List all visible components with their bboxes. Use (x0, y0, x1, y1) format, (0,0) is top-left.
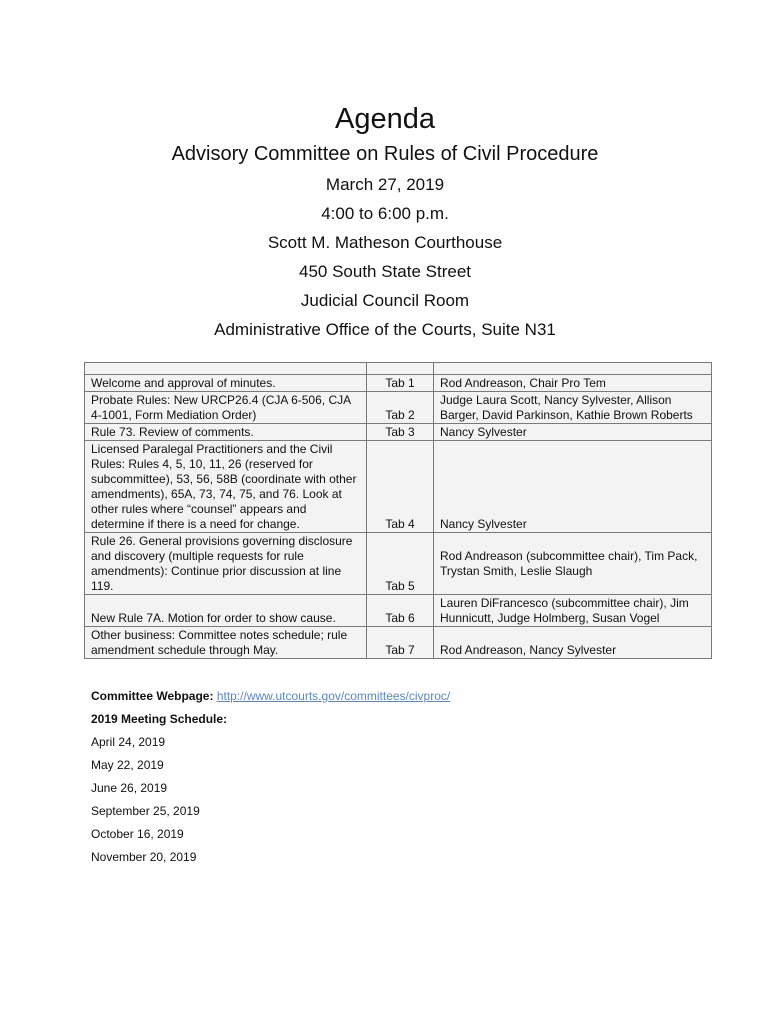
agenda-tab: Tab 5 (367, 533, 434, 595)
schedule-heading: 2019 Meeting Schedule: (91, 712, 228, 726)
meeting-office: Administrative Office of the Courts, Suite N31 (214, 320, 556, 339)
meeting-room: Judicial Council Room (300, 291, 470, 310)
page-title: Agenda (335, 103, 435, 135)
table-row (85, 424, 712, 441)
agenda-item: Rule 73. Review of comments. (85, 424, 367, 441)
agenda-presenter: Judge Laura Scott, Nancy Sylvester, Allison Barger, David Parkinson, Kathie Brown Roberts (434, 392, 712, 424)
table-row (85, 627, 712, 659)
table-row (85, 595, 712, 627)
table-spacer-row (85, 363, 712, 375)
agenda-item: Other business: Committee notes schedule; rule amendment schedule through May. (85, 627, 367, 659)
meeting-address: 450 South State Street (298, 262, 471, 281)
agenda-item: Probate Rules: New URCP26.4 (CJA 6-506, CJA 4-1001, Form Mediation Order) (85, 392, 367, 424)
agenda-tab: Tab 2 (367, 392, 434, 424)
agenda-tab: Tab 1 (367, 375, 434, 392)
agenda-header (0, 98, 770, 344)
agenda-item: Rule 26. General provisions governing disclosure and discovery (multiple requests for rule amendments): Continue prior discussion at line 119. (85, 533, 367, 595)
table-row (85, 441, 712, 533)
agenda-presenter: Rod Andreason (subcommittee chair), Tim Pack, Trystan Smith, Leslie Slaugh (434, 533, 712, 595)
agenda-item: New Rule 7A. Motion for order to show cause. (85, 595, 367, 627)
agenda-presenter: Rod Andreason, Nancy Sylvester (434, 627, 712, 659)
agenda-item: Licensed Paralegal Practitioners and the Civil Rules: Rules 4, 5, 10, 11, 26 (reserved for subcommittee), 53, 56, 58B (coordinate with other amendments), 65A, 73, 74, 75, and 76. Look at other rules where “counsel” appears and determine if there is a need for change. (85, 441, 367, 533)
webpage-link[interactable]: http://www.utcourts.gov/committees/civproc/ (216, 689, 451, 703)
agenda-presenter: Rod Andreason, Chair Pro Tem (434, 375, 712, 392)
agenda-footer (91, 688, 450, 872)
schedule-date: September 25, 2019 (91, 804, 200, 818)
agenda-table (84, 362, 712, 659)
committee-name: Advisory Committee on Rules of Civil Procedure (171, 143, 599, 165)
schedule-date: June 26, 2019 (91, 781, 168, 795)
schedule-date: May 22, 2019 (91, 758, 164, 772)
schedule-date: November 20, 2019 (91, 850, 197, 864)
table-row (85, 375, 712, 392)
schedule-date: April 24, 2019 (91, 735, 166, 749)
agenda-presenter: Lauren DiFrancesco (subcommittee chair), Jim Hunnicutt, Judge Holmberg, Susan Vogel (434, 595, 712, 627)
agenda-tab: Tab 7 (367, 627, 434, 659)
committee-webpage (91, 688, 450, 705)
webpage-label: Committee Webpage: (91, 689, 214, 703)
meeting-time: 4:00 to 6:00 p.m. (321, 204, 449, 223)
table-row (85, 533, 712, 595)
agenda-item: Welcome and approval of minutes. (85, 375, 367, 392)
agenda-tab: Tab 6 (367, 595, 434, 627)
schedule-date: October 16, 2019 (91, 827, 184, 841)
table-row (85, 392, 712, 424)
agenda-tab: Tab 3 (367, 424, 434, 441)
meeting-building: Scott M. Matheson Courthouse (267, 233, 503, 252)
agenda-tab: Tab 4 (367, 441, 434, 533)
agenda-presenter: Nancy Sylvester (434, 424, 712, 441)
meeting-date: March 27, 2019 (325, 175, 445, 194)
agenda-presenter: Nancy Sylvester (434, 441, 712, 533)
